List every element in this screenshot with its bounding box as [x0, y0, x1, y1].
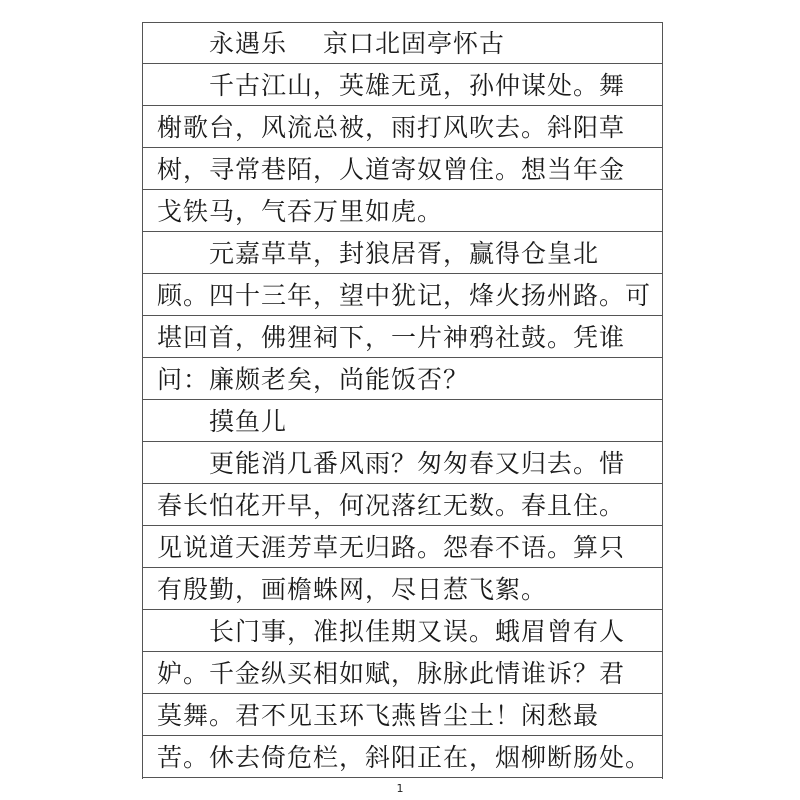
- poem-line: 长门事，准拟佳期又误。蛾眉曾有人: [143, 611, 662, 652]
- poem-line: 更能消几番风雨？匆匆春又归去。惜: [143, 443, 662, 484]
- poem-line: 千古江山，英雄无觅，孙仲谋处。舞: [143, 65, 662, 106]
- poem-line: 堪回首，佛狸祠下，一片神鸦社鼓。凭谁: [143, 317, 662, 358]
- poem-title-row: [143, 23, 662, 64]
- poem-line: 莫舞。君不见玉环飞燕皆尘土！闲愁最: [143, 695, 662, 736]
- poem-line: 问：廉颇老矣，尚能饭否？: [143, 359, 662, 400]
- poem-title: 永遇乐: [209, 29, 288, 58]
- page-number: 1: [396, 782, 404, 795]
- poem-line: 树，寻常巷陌，人道寄奴曾住。想当年金: [143, 149, 662, 190]
- poem-line: 妒。千金纵买相如赋，脉脉此情谁诉？君: [143, 653, 662, 694]
- poem-line: 苦。休去倚危栏，斜阳正在，烟柳断肠处。: [143, 737, 662, 778]
- poem-title: 摸鱼儿: [143, 401, 662, 442]
- copybook-sheet: [142, 22, 663, 779]
- poem-line: 榭歌台，风流总被，雨打风吹去。斜阳草: [143, 107, 662, 148]
- poem-line: 春长怕花开早，何况落红无数。春且住。: [143, 485, 662, 526]
- poem-line: 元嘉草草，封狼居胥，赢得仓皇北: [143, 233, 662, 274]
- poem-line: 戈铁马，气吞万里如虎。: [143, 191, 662, 232]
- poem-line: 见说道天涯芳草无归路。怨春不语。算只: [143, 527, 662, 568]
- poem-line: 有殷勤，画檐蛛网，尽日惹飞絮。: [143, 569, 662, 610]
- poem-subtitle: 京口北固亭怀古: [323, 29, 506, 58]
- poem-line: 顾。四十三年，望中犹记，烽火扬州路。可: [143, 275, 662, 316]
